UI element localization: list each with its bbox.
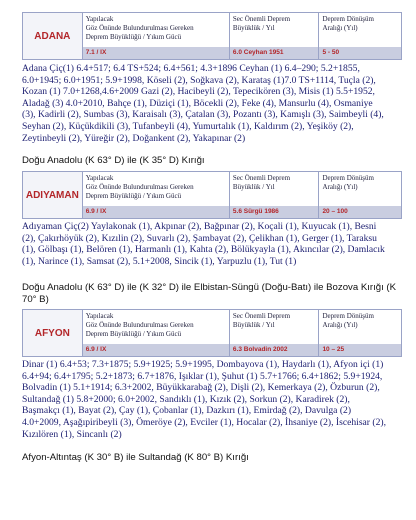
fault-title-afyon: Afyon-Altıntaş (K 30° B) ile Sultandağ (K 80° B) Kırığı <box>22 452 249 463</box>
quake-value: 5.6 Sürgü 1986 <box>230 206 319 218</box>
interval-value: 20 – 100 <box>319 206 401 218</box>
magnitude-value: 6.9 / IX <box>83 344 229 356</box>
header-table-adiyaman <box>22 171 402 219</box>
header-label-interval: Deprem Dönüşüm Aralığı (Yıl) <box>319 13 401 47</box>
quake-value: 6.3 Bolvadin 2002 <box>230 344 319 356</box>
header-label-quake: Sec Önemli Deprem Büyüklük / Yıl <box>230 13 319 47</box>
fault-title-adana: Doğu Anadolu (K 63° D) ile (K 35° D) Kırığı <box>22 155 205 166</box>
header-table-adana <box>22 12 402 60</box>
fault-title-adiyaman: Doğu Anadolu (K 63° D) ile (K 32° D) ile Elbistan-Süngü (Doğu-Batı) ile Bozova Kırığı (K 70° B) <box>22 282 397 305</box>
province-name: ADIYAMAN <box>23 172 83 218</box>
header-label-interval: Deprem Dönüşüm Aralığı (Yıl) <box>319 172 401 206</box>
province-name: ADANA <box>23 13 83 59</box>
district-list-afyon: Dinar (1) 6.4+53; 7.3+1875; 5.9+1925; 5.9+1995, Dombayova (1), Haydarlı (1), Afyon içi (1) 6.4+94; 6.4+1795; 5.2+1873; 6.7+1876, Işıklar (1), Şuhut (1) 5.7+1766; 6.4+1862; 5.9+1924, Bolvadin (1) 5.1+1914; 6.3+2002, Büyükkarabağ (2), Dişli (2), Kemerkaya (2), Özburun (2), Sultandağ (1) 5.8+2000; 6.0+2002, Sandıklı (1), Kızık (2), Sorkun (2), Karadirek (2), Başmakçı (1), Bayat (2), Çay (1), Çobanlar (1), Dazkırı (1), Emirdağ (2), Davulga (2) 4.0+2009, Aşağıpiribeyli (3), Ömeröye (2), Evciler (1), Hocalar (2), İhsaniye (2), İscehisar (2), Kızılören (1), Sincanlı (2) <box>22 359 386 440</box>
magnitude-value: 6.9 / IX <box>83 206 229 218</box>
interval-value: 10 – 25 <box>319 344 401 356</box>
header-table-afyon <box>22 309 402 357</box>
district-list-adana: Adana Çiç(1) 6.4+517; 6.4 TS+524; 6.4+561; 4.3+1896 Ceyhan (1) 6.4–290; 5.2+1855, 6.0+1945; 6.0+1951; 5.9+1998, Köseli (2), Soğkava (2), Karataş (1)7.0 TS+1114, Tuçla (2), Kozan (1) 7.0+1268,4.6+2009 Gazi (2), Hacibeyli (2), Tepecikören (3), Misis (1) 5.5+1952, Aladağ (3) 4.0+2010, Bahçe (1), Düziçi (1), Böcekli (2), Feke (4), Mansurlu (4), Osmaniye (3), Kadirli (2), Sumbas (3), Karaisalı (3), Çatalan (3), Pozantı (3), Kamışlı (3), Saimbeyli (4), Seyhan (2), Küçükdikili (3), Tufanbeyli (4), Yumurtalık (1), Kaldırım (2), Yeşiköy (2), Zeytinbeyli (2), Yüreğir (2), Doğankent (2), Yakapınar (2) <box>22 63 384 144</box>
header-label-magnitude: Yapılacak Göz Önünde Bulundurulması Gereken Deprem Büyüklüğü / Yıkım Gücü <box>83 310 229 344</box>
header-label-quake: Sec Önemli Deprem Büyüklük / Yıl <box>230 310 319 344</box>
province-name: AFYON <box>23 310 83 356</box>
magnitude-value: 7.1 / IX <box>83 47 229 59</box>
header-label-interval: Deprem Dönüşüm Aralığı (Yıl) <box>319 310 401 344</box>
header-label-quake: Sec Önemli Deprem Büyüklük / Yıl <box>230 172 319 206</box>
interval-value: 5 - 50 <box>319 47 401 59</box>
district-list-adiyaman: Adıyaman Çiç(2) Yaylakonak (1), Akpınar (2), Bağpınar (2), Koçali (1), Kuyucak (1), Besni (2), Çakırhöyük (2), Kızılin (2), Suvarlı (2), Şambayat (2), Çelikhan (1), Gerger (1), Taraksu (1), Gölbaşı (1), Belören (1), Harmanlı (1), Kahta (2), Bölükyayla (1), Akıncılar (2), Damlacık (1), Narince (1), Samsat (2), 5.1+2008, Sincik (1), Yarpuzlu (1), Tut (1) <box>22 221 385 267</box>
header-label-magnitude: Yapılacak Göz Önünde Bulundurulması Gereken Deprem Büyüklüğü / Yıkım Gücü <box>83 172 229 206</box>
header-label-magnitude: Yapılacak Göz Önünde Bulundurulması Gereken Deprem Büyüklüğü / Yıkım Gücü <box>83 13 229 47</box>
quake-value: 6.0 Ceyhan 1951 <box>230 47 319 59</box>
